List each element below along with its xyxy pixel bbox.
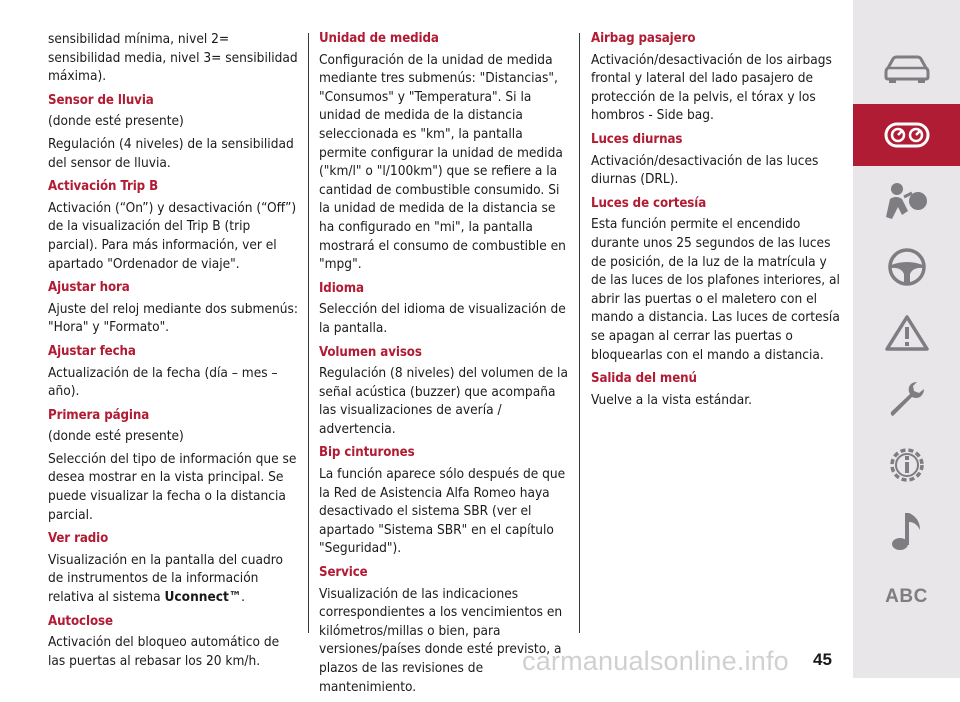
warning-triangle-icon xyxy=(885,314,929,352)
section-luces-cortesia xyxy=(591,195,843,364)
section-title: Activación Trip B xyxy=(48,179,159,195)
page-number: 45 xyxy=(813,650,832,669)
chapter-tab-multimedia[interactable] xyxy=(853,500,960,562)
section-paragraph: Ajuste del reloj mediante dos submenús: "Hora" y "Formato". xyxy=(48,300,298,336)
info-gear-icon xyxy=(886,444,928,486)
section-volumen-avisos xyxy=(319,344,569,439)
column-divider xyxy=(579,33,580,633)
section-title: Idioma xyxy=(319,280,364,296)
section-ajustar-fecha xyxy=(48,343,298,401)
chapter-tab-driving[interactable] xyxy=(853,236,960,298)
chapter-tab-warnings[interactable] xyxy=(853,302,960,364)
section-paragraph: (donde esté presente) xyxy=(48,428,184,445)
section-title: Ajustar hora xyxy=(48,280,130,296)
section-paragraph xyxy=(48,551,298,607)
section-trip-b xyxy=(48,178,298,273)
section-paragraph: Actualización de la fecha (día – mes – año). xyxy=(48,364,278,400)
section-title: Service xyxy=(319,565,368,581)
section-paragraph: Configuración de la unidad de medida mediante tres submenús: "Distancias", "Consumos" y "Temperatura". Si la unidad de medida de la distancia seleccionada es "km", la pantalla permite configurar la unidad de medida ("km/l" o "l/100km") que se refiere a la cantidad de combustible consumido. Si la unidad de medida de la distancia se ha configurado en "mi", la pantalla mostrará el consumo de combustible en "mpg". xyxy=(319,51,566,273)
section-title: Luces diurnas xyxy=(591,131,683,147)
chapter-tab-maintenance[interactable] xyxy=(853,368,960,430)
chapter-tab-index[interactable] xyxy=(853,566,960,628)
section-autoclose xyxy=(48,613,298,671)
watermark: carmanualsonline.info xyxy=(522,646,789,676)
intro-paragraph: sensibilidad mínima, nivel 2= sensibilidad media, nivel 3= sensibilidad máxima). xyxy=(48,31,298,85)
section-unidad-medida xyxy=(319,30,569,274)
section-title: Sensor de lluvia xyxy=(48,92,154,108)
chapter-tab-safety[interactable] xyxy=(853,170,960,232)
section-paragraph: (donde esté presente) xyxy=(48,113,184,130)
chapter-tab-car[interactable] xyxy=(853,38,960,100)
text-column-1 xyxy=(48,30,298,676)
section-title: Luces de cortesía xyxy=(591,195,707,211)
music-note-icon xyxy=(890,510,924,552)
paragraph-text: Visualización en la pantalla del cuadro de instrumentos de la información relativa al sistema xyxy=(48,551,283,606)
section-title: Volumen avisos xyxy=(319,344,422,360)
index-abc-label: ABC xyxy=(885,586,928,607)
chapter-tab-dashboard[interactable] xyxy=(853,104,960,166)
wrench-icon xyxy=(887,379,927,419)
section-title: Salida del menú xyxy=(591,371,697,387)
section-airbag-pasajero xyxy=(591,30,843,125)
section-paragraph: Visualización de las indicaciones correspondientes a los vencimientos en kilómetros/millas o bien, para versiones/países donde esté previsto, a plazos de las revisiones de mantenimiento. xyxy=(319,585,563,695)
section-title: Autoclose xyxy=(48,613,113,629)
section-ajustar-hora xyxy=(48,279,298,337)
section-title: Bip cinturones xyxy=(319,445,415,461)
paragraph-text: . xyxy=(241,589,245,606)
section-paragraph: Vuelve a la vista estándar. xyxy=(591,391,752,408)
section-paragraph: Selección del tipo de información que se desea mostrar en la vista principal. Se puede visualizar la fecha o la distancia parcial. xyxy=(48,450,297,523)
chapter-sidebar xyxy=(853,0,960,678)
uconnect-brand: Uconnect™ xyxy=(164,589,242,606)
section-title: Primera página xyxy=(48,407,150,423)
steering-wheel-icon xyxy=(887,247,927,287)
section-title: Ver radio xyxy=(48,531,109,547)
dashboard-icon xyxy=(884,122,930,148)
section-paragraph: Activación (“On”) y desactivación (“Off”) de la visualización del Trip B (trip parcial). Para más información, ver el apartado "Ordenador de viaje". xyxy=(48,199,297,272)
section-title: Unidad de medida xyxy=(319,31,439,46)
section-primera-pagina xyxy=(48,407,298,525)
section-paragraph: Selección del idioma de visualización de la pantalla. xyxy=(319,301,566,336)
section-paragraph: Activación/desactivación de las luces diurnas (DRL). xyxy=(591,152,819,188)
chapter-tab-technical-data[interactable] xyxy=(853,434,960,496)
section-luces-diurnas xyxy=(591,131,843,189)
section-paragraph: Regulación (8 niveles) del volumen de la señal acústica (buzzer) que acompaña las visualizaciones de avería / advertencia. xyxy=(319,365,568,437)
section-paragraph: Regulación (4 niveles) de la sensibilidad del sensor de lluvia. xyxy=(48,135,294,171)
column-divider xyxy=(308,33,309,633)
section-bip-cinturones xyxy=(319,444,569,558)
section-idioma xyxy=(319,280,569,338)
section-paragraph: Activación del bloqueo automático de las puertas al rebasar los 20 km/h. xyxy=(48,634,280,669)
section-ver-radio xyxy=(48,530,298,606)
section-title: Airbag pasajero xyxy=(591,31,696,46)
section-sensor-lluvia xyxy=(48,92,298,172)
text-column-3 xyxy=(591,30,843,415)
section-title: Ajustar fecha xyxy=(48,343,136,359)
section-paragraph: Activación/desactivación de los airbags frontal y lateral del lado pasajero de protección de la pelvis, el tórax y los hombros - Side bag. xyxy=(591,51,832,124)
section-paragraph: La función aparece sólo después de que la Red de Asistencia Alfa Romeo haya desactivado el sistema SBR (ver el apartado "Sistema SBR" en el capítulo "Seguridad"). xyxy=(319,466,566,557)
section-salida-menu xyxy=(591,370,843,409)
airbag-person-icon xyxy=(886,181,928,221)
car-icon xyxy=(884,54,930,84)
text-column-2 xyxy=(319,30,569,702)
section-paragraph: Esta función permite el encendido durante unos 25 segundos de las luces de posición, de la luz de la matrícula y de las luces de los plafones interiores, al abrir las puertas o el maletero con el mando a distancia. Las luces de cortesía se apagan al cerrar las puertas o bloquearlas con el mando a distancia. xyxy=(591,216,840,363)
